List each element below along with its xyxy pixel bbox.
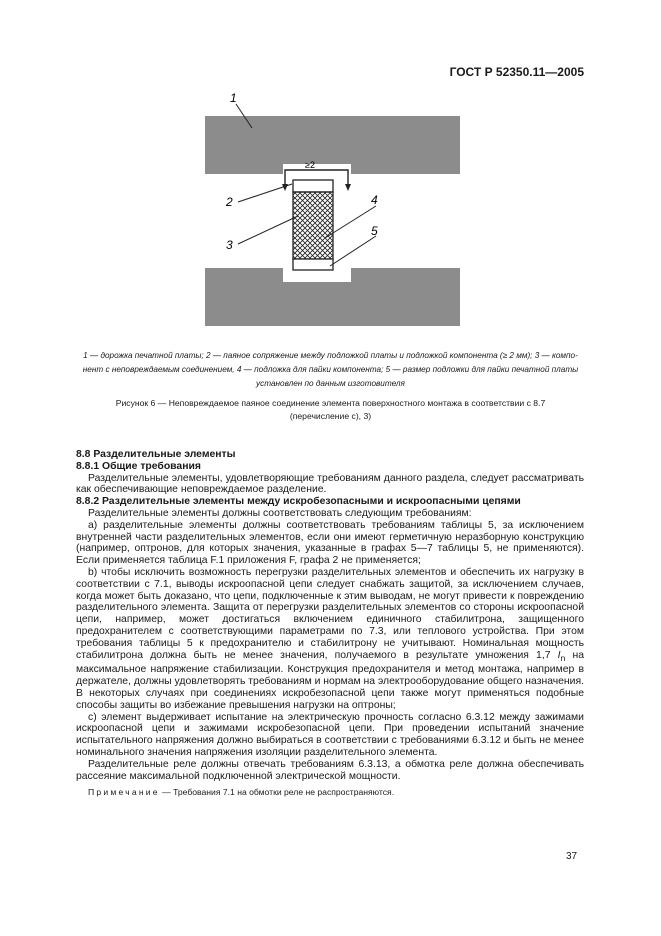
page-number: 37 — [566, 851, 578, 862]
figure-label-5: 5 — [371, 224, 378, 238]
paragraph: Разделительные элементы должны соответствовать следующим требованиям: — [88, 507, 472, 519]
paragraph: Разделительные элементы, удовлетворяющие требованиям данного раздела, следует рассматривать как обеспечивающие неповреждаемое разделение. — [76, 472, 584, 496]
caption-line: (перечисление с), 3) — [289, 411, 372, 421]
current-symbol: I — [557, 649, 561, 661]
figure-label-3: 3 — [226, 238, 233, 252]
current-subscript: n — [560, 652, 566, 663]
note-text: — Требования 7.1 на обмотки реле не распространяются. — [159, 787, 395, 798]
figure-caption — [58, 397, 603, 423]
figure-label-4: 4 — [371, 193, 378, 207]
leader-5 — [330, 236, 376, 266]
figure-label-2: 2 — [226, 195, 233, 209]
leader-3 — [238, 216, 298, 244]
heading-8-8-2: 8.8.2 Разделительные элементы между искробезопасными и искроопасными цепями — [76, 496, 521, 508]
list-item-c: c) элемент выдерживает испытание на электрическую прочность согласно 6.3.12 между зажимами искроопасной цепи и зажимами искробезопасной цепи. При проведении испытаний значение испытательного напряжения должно выбираться в соответствии с требованиями 6.3.12 и быть не менее номинального значения напряжения изоляции разделительного элемента. — [76, 711, 584, 758]
caption-line: Рисунок 6 — Неповреждаемое паяное соединение элемента поверхностного монтажа в соответствии с 8.7 — [115, 398, 546, 408]
legend-line: установлен по данным изготовителя — [256, 379, 405, 388]
list-item-a: a) разделительные элементы должны соответствовать требованиям таблицы 5, за исключением внутренней части разделительных элементов, если они имеют герметичную неразборную конструкцию (например, оптронов, для которых значения, указанные в графах 5—7 таблицы 5, не применяются). Если применяется таблица F.1 приложения F, графа 2 не применяется; — [76, 519, 584, 567]
legend-line: нент с неповреждаемым соединением, 4 — подложка для пайки компонента; 5 — размер подложки для пайки печатной платы — [82, 365, 579, 374]
heading-8-8-1: 8.8.1 Общие требования — [76, 460, 201, 472]
standard-designation: ГОСТ Р 52350.11—2005 — [449, 65, 584, 79]
note — [76, 787, 584, 799]
list-item-b — [76, 567, 584, 712]
heading-8-8: 8.8 Разделительные элементы — [76, 449, 236, 460]
list-item-b-part1: b) чтобы исключить возможность перегрузки разделительных элементов и обеспечить их нагрузку в соответствии с 7.1, выводы искроопасной цепи следует снабжать защитой, за исключением случаев, когда может быть доказано, что цепи, подключенные к этим выводам, не могут привести к повреждению разделительного элемента. Защита от перегрузки разделительных элементов со стороны искроопасной цепи, например, может достигаться включением единичного стабилитрона, защищенного предохранителем с соответствующими параметрами по 7.3, или теплового устройства. При этом требования таблицы 5 к предохранителю и стабилитрону не учитывают. Номинальная мощность стабилитрона должна быть не менее значения, получаемого в результате умножения 1,7 — [76, 566, 584, 661]
note-label: Примечание — [88, 787, 160, 798]
paragraph: Разделительные реле должны отвечать требованиям 6.3.13, а обмотка реле должна обеспечивать рассеяние максимальной подключенной электрической мощности. — [76, 758, 584, 782]
figure-legend — [58, 349, 603, 391]
component-body — [293, 192, 333, 259]
leader-2 — [238, 184, 292, 202]
dimension-label: ≥2 — [305, 160, 315, 170]
component-pad-bottom — [293, 259, 333, 270]
legend-line: 1 — дорожка печатной платы; 2 — паяное сопряжение между подложкой платы и подложкой компонента (≥ 2 мм); 3 — компо- — [83, 351, 578, 360]
figure-label-1: 1 — [230, 91, 237, 105]
component-pad-top — [293, 180, 333, 192]
figure-6-diagram — [180, 88, 480, 338]
dimension-arrow-right — [345, 184, 351, 191]
section-8-8 — [76, 449, 584, 799]
list-item-b-part2: на максимальное напряжение стабилизации. Конструкция предохранителя и метод монтажа, например в держателе, должны удовлетворять требованиям и нормам на электрооборудование общего назначения. В некоторых случаях при соединениях искробезопасной цепи также могут применяться подобные способы защиты во избежание превышения нагрузки на оптроны; — [76, 649, 584, 711]
